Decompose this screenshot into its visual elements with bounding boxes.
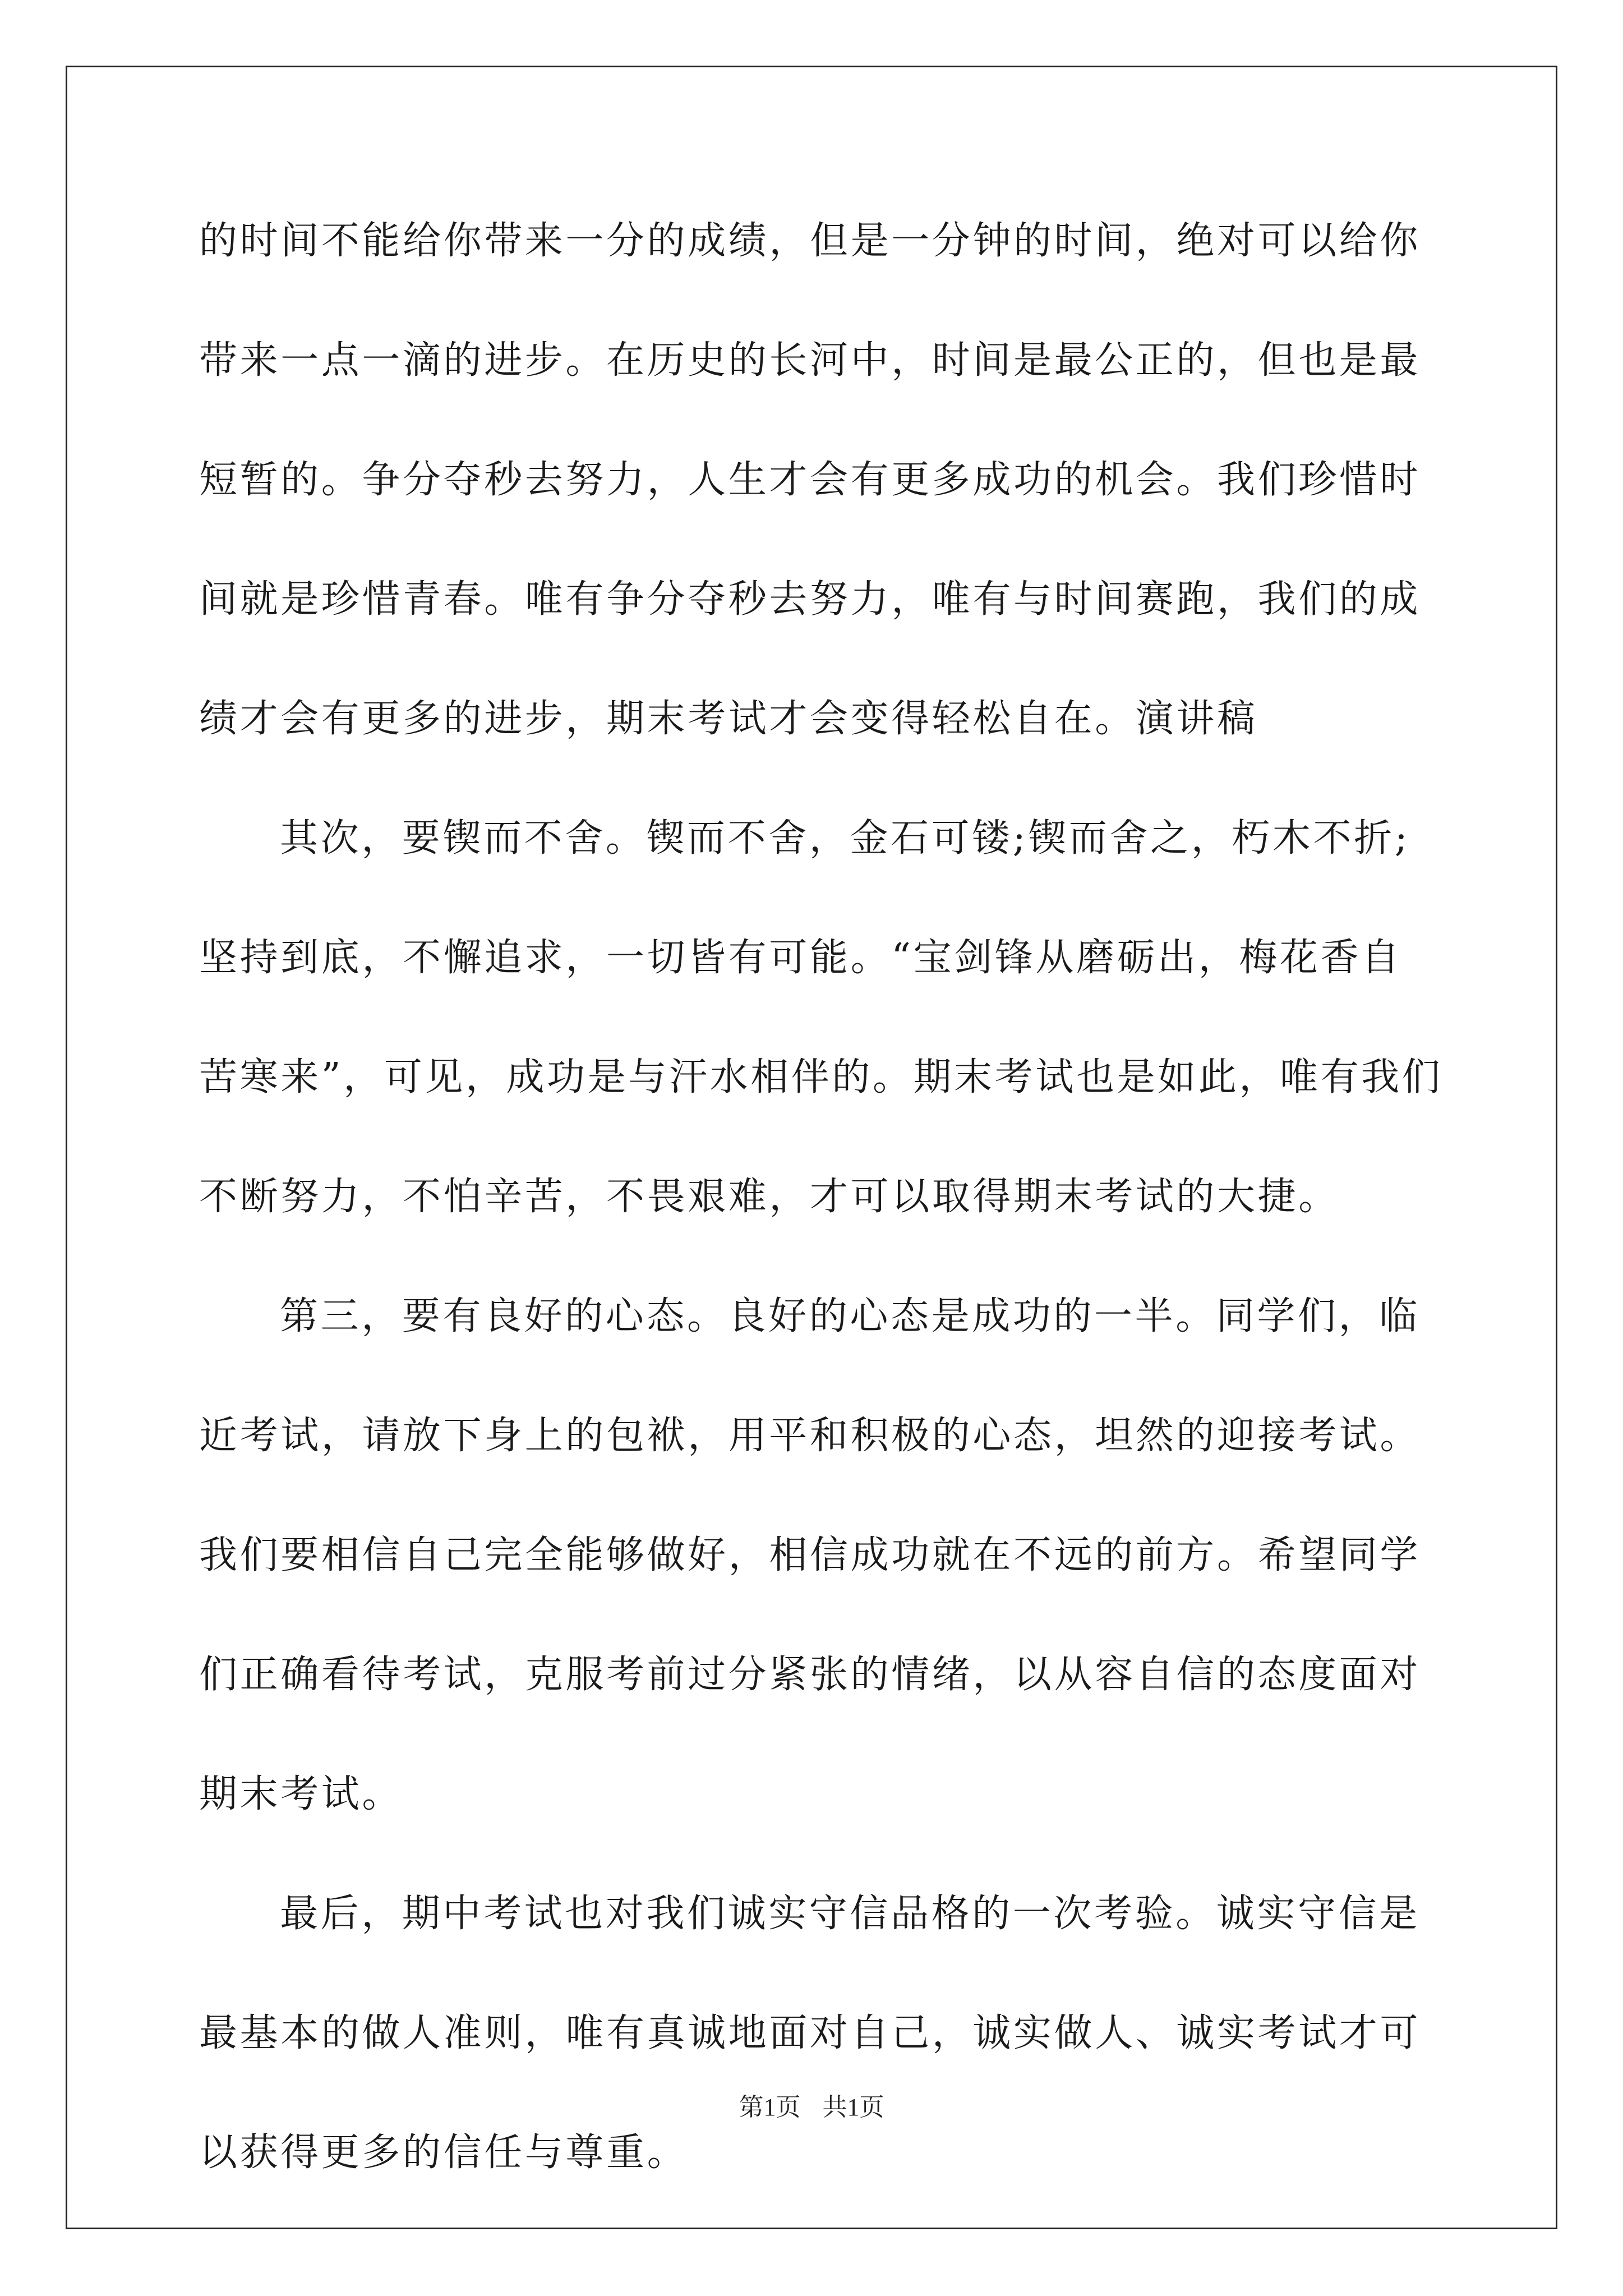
text-line: 绩才会有更多的进步，期末考试才会变得轻松自在。演讲稿: [199, 697, 1258, 741]
page-number: 第1页: [739, 2093, 801, 2121]
text-line: 带来一点一滴的进步。在历史的长河中，时间是最公正的，但也是最: [199, 338, 1421, 383]
page-total: 共1页: [822, 2093, 884, 2121]
text-line: 不断努力，不怕辛苦，不畏艰难，才可以取得期末考试的大捷。: [199, 1175, 1339, 1219]
document-body: [199, 208, 1443, 2239]
text-line: 期末考试。: [199, 1772, 403, 1816]
page-footer: [0, 2087, 1623, 2123]
text-line: 最基本的做人准则，唯有真诚地面对自己，诚实做人、诚实考试才可: [199, 2011, 1421, 2055]
paragraph-start-line: 其次，要锲而不舍。锲而不舍，金石可镂;锲而舍之，朽木不折;: [280, 816, 1410, 861]
text-line: 苦寒来”，可见，成功是与汗水相伴的。期末考试也是如此，唯有我们: [199, 1055, 1443, 1099]
paragraph-start-line: 第三，要有良好的心态。良好的心态是成功的一半。同学们，临: [280, 1294, 1420, 1338]
text-line: 坚持到底，不懈追求，一切皆有可能。“宝剑锋从磨砺出，梅花香自: [199, 936, 1402, 980]
text-line: 近考试，请放下身上的包袱，用平和积极的心态，坦然的迎接考试。: [199, 1414, 1421, 1458]
text-line: 们正确看待考试，克服考前过分紧张的情绪，以从容自信的态度面对: [199, 1653, 1421, 1697]
text-line: 我们要相信自己完全能够做好，相信成功就在不远的前方。希望同学: [199, 1533, 1421, 1577]
text-line: 间就是珍惜青春。唯有争分夺秒去努力，唯有与时间赛跑，我们的成: [199, 577, 1421, 622]
paragraph-start-line: 最后，期中考试也对我们诚实守信品格的一次考验。诚实守信是: [280, 1892, 1420, 1936]
text-line: 以获得更多的信任与尊重。: [199, 2131, 688, 2175]
text-line: 的时间不能给你带来一分的成绩，但是一分钟的时间，绝对可以给你: [199, 219, 1421, 263]
text-line: 短暂的。争分夺秒去努力，人生才会有更多成功的机会。我们珍惜时: [199, 458, 1421, 502]
